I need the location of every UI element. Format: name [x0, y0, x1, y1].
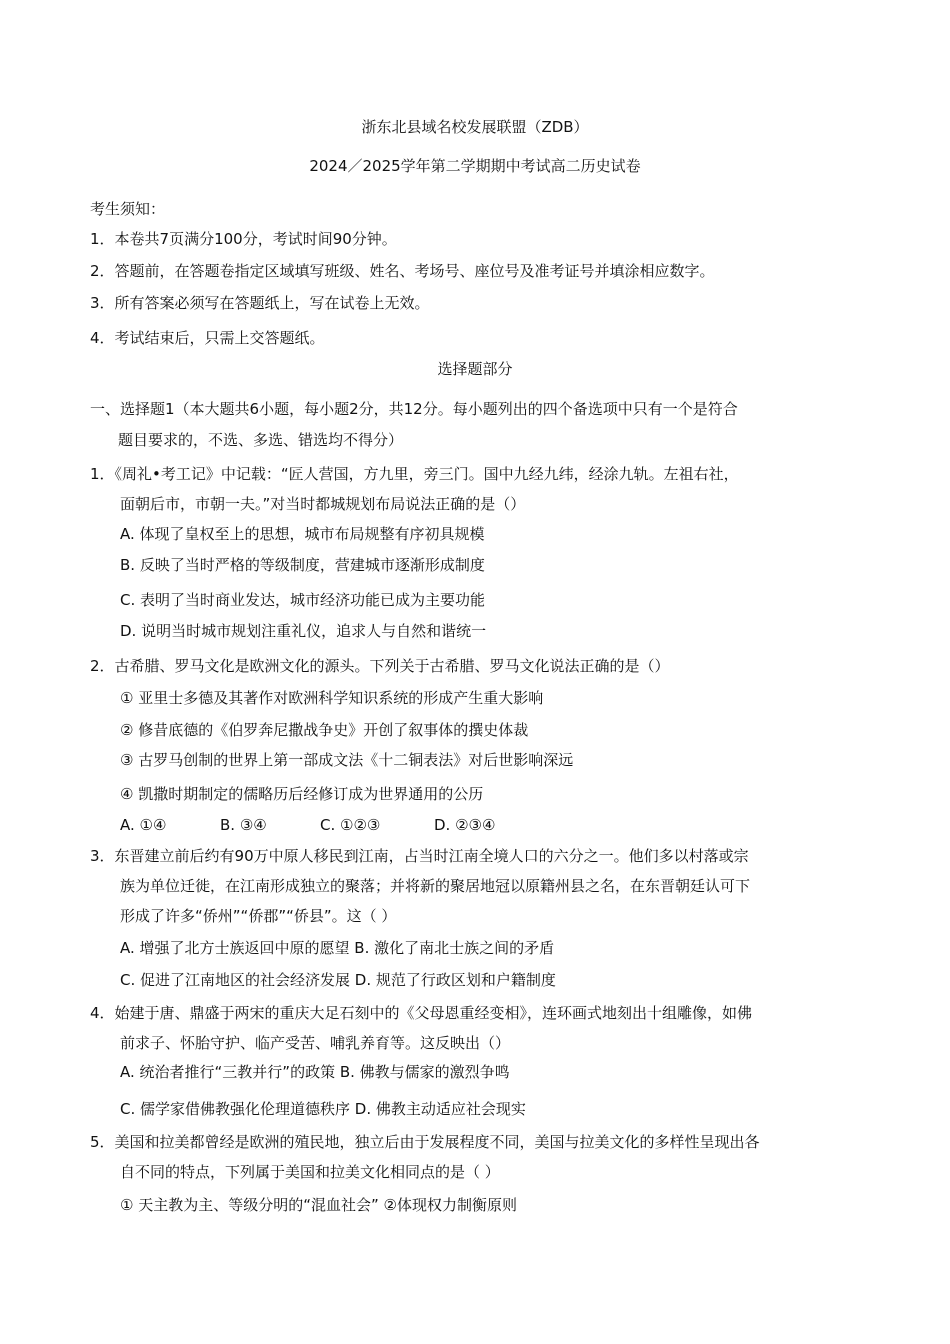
q2-statement-3: ③ 古罗马创制的世界上第一部成文法《十二铜表法》对后世影响深远 [120, 751, 574, 769]
q1-option-d: D. 说明当时城市规划注重礼仪，追求人与自然和谐统一 [120, 622, 487, 640]
q2-option-d: D. ②③④ [434, 816, 496, 834]
q1-option-a: A. 体现了皇权至上的思想，城市布局规整有序初具规模 [120, 525, 485, 543]
q5-stem: 5．美国和拉美都曾经是欧洲的殖民地，独立后由于发展程度不同，美国与拉美文化的多样性呈现出各 [90, 1133, 760, 1151]
exam-title: 2024／2025学年第二学期期中考试高二历史试卷 [309, 157, 641, 175]
q3-options-ab: A. 增强了北方士族返回中原的愿望 B. 激化了南北士族之间的矛盾 [120, 939, 555, 957]
q3-stem: 3．东晋建立前后约有90万中原人移民到江南，占当时江南全境人口的六分之一。他们多以村落或宗 [90, 847, 749, 865]
q4-stem-cont: 前求子、怀胎守护、临产受苦、哺乳养育等。这反映出（） [120, 1034, 511, 1052]
q4-stem: 4．始建于唐、鼎盛于两宋的重庆大足石刻中的《父母恩重经变相》，连环画式地刻出十组雕像，如佛 [90, 1004, 753, 1022]
q2-statement-2: ② 修昔底德的《伯罗奔尼撒战争史》开创了叙事体的撰史体裁 [120, 721, 529, 739]
q5-statements: ① 天主教为主、等级分明的“混血社会” ②体现权力制衡原则 [120, 1196, 517, 1214]
q2-option-a: A. ①④ [120, 816, 167, 834]
q1-option-b: B. 反映了当时严格的等级制度，营建城市逐渐形成制度 [120, 556, 485, 574]
q1-stem: 1．《周礼•考工记》中记载：“匠人营国，方九里，旁三门。国中九经九纬，经涂九轨。左祖右社， [90, 465, 739, 483]
q2-option-c: C. ①②③ [320, 816, 381, 834]
notice-item: 3．所有答案必须写在答题纸上，写在试卷上无效。 [90, 294, 430, 312]
q2-option-b: B. ③④ [220, 816, 267, 834]
q2-options [120, 815, 495, 835]
q3-stem-cont: 族为单位迁徙，在江南形成独立的聚落；并将新的聚居地冠以原籍州县之名，在东晋朝廷认可下 [120, 877, 751, 895]
q1-stem-cont: 面朝后市，市朝一夫。”对当时都城规划布局说法正确的是（） [120, 495, 526, 513]
q2-statement-1: ① 亚里士多德及其著作对欧洲科学知识系统的形成产生重大影响 [120, 689, 544, 707]
exam-org: 浙东北县域名校发展联盟（ZDB） [361, 118, 589, 136]
q3-options-cd: C. 促进了江南地区的社会经济发展 D. 规范了行政区划和户籍制度 [120, 971, 556, 989]
q2-stem: 2．古希腊、罗马文化是欧洲文化的源头。下列关于古希腊、罗马文化说法正确的是（） [90, 657, 670, 675]
section-title: 选择题部分 [437, 360, 513, 378]
q4-options-ab: A. 统治者推行“三教并行”的政策 B. 佛教与儒家的激烈争鸣 [120, 1063, 510, 1081]
q5-stem-cont: 自不同的特点，下列属于美国和拉美文化相同点的是（ ） [120, 1163, 500, 1181]
notice-item: 4．考试结束后，只需上交答题纸。 [90, 329, 325, 347]
section-instructions: 一、选择题1（本大题共6小题，每小题2分，共12分。每小题列出的四个备选项中只有一个是符合 [90, 400, 738, 418]
q2-statement-4: ④ 凯撒时期制定的儒略历后经修订成为世界通用的公历 [120, 785, 484, 803]
notice-item: 2．答题前，在答题卷指定区域填写班级、姓名、考场号、座位号及准考证号并填涂相应数字。 [90, 262, 715, 280]
section-instructions-cont: 题目要求的，不选、多选、错选均不得分） [118, 431, 404, 449]
q3-stem-cont: 形成了许多“侨州”“侨郡”“侨县”。这（ ） [120, 907, 397, 925]
notice-label: 考生须知： [90, 200, 166, 218]
notice-item: 1．本卷共7页满分100分，考试时间90分钟。 [90, 230, 397, 248]
q4-options-cd: C. 儒学家借佛教强化伦理道德秩序 D. 佛教主动适应社会现实 [120, 1100, 526, 1118]
q1-option-c: C. 表明了当时商业发达，城市经济功能已成为主要功能 [120, 591, 486, 609]
